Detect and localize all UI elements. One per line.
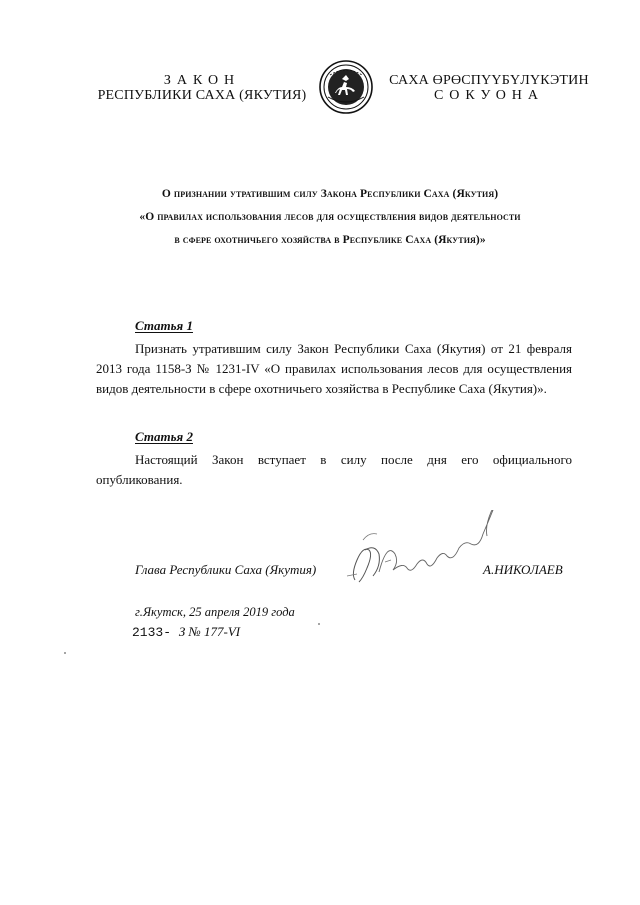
header-left <box>88 73 316 103</box>
title-line-2: «О правилах использования лесов для осуществления видов деятельности <box>139 211 521 223</box>
sakha-republic-coat-of-arms-icon <box>318 59 374 115</box>
article-2-heading: Статья 2 <box>135 429 193 444</box>
title-line-3: в сфере охотничьего хозяйства в Республике Саха (Якутия)» <box>174 234 486 246</box>
scan-speck <box>318 623 320 625</box>
header-right-line2: СОКУОНА <box>433 88 545 103</box>
article-1-text: Признать утратившим силу Закон Республики Саха (Якутия) от 21 февраля 2013 года 1158-З № 1231-IV «О правилах использования лесов для осуществления видов деятельности в сфере охотничьего хозяйства в Республике Саха (Якутия)». <box>96 341 572 396</box>
registration-number: 2133- <box>132 625 172 640</box>
law-number-value: З № 177-VI <box>178 624 241 639</box>
header-left-line1: ЗАКОН <box>163 73 241 88</box>
title-line-1: О признании утратившим силу Закона Республики Саха (Якутия) <box>161 188 499 200</box>
handwritten-signature <box>335 510 525 590</box>
header-right <box>382 73 596 103</box>
header-left-line2: РЕСПУБЛИКИ САХА (ЯКУТИЯ) <box>97 88 307 103</box>
place-and-date: г.Якутск, 25 апреля 2019 года <box>135 605 295 619</box>
signatory-position: Глава Республики Саха (Якутия) <box>135 562 317 577</box>
signatory-name: А.НИКОЛАЕВ <box>483 562 563 577</box>
law-number <box>132 624 240 640</box>
article-2-text: Настоящий Закон вступает в силу после дня его официального опубликования. <box>96 452 572 487</box>
scan-speck <box>64 652 66 654</box>
document-title <box>88 183 572 252</box>
header-right-line1: САХА ӨРӨСПҮҮБҮЛҮКЭТИН <box>389 73 589 88</box>
article-1-heading: Статья 1 <box>135 318 193 333</box>
